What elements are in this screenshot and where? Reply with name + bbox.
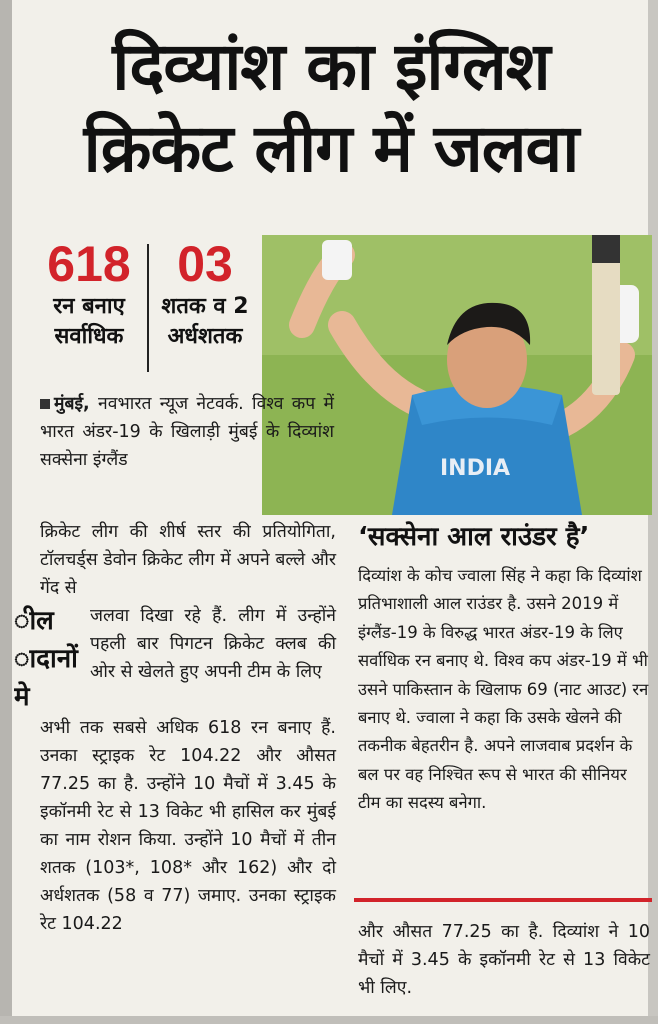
article-paragraph-4: अभी तक सबसे अधिक 618 रन बनाए हैं. उनका स्ट्राइक रेट 104.22 और औसत 77.25 का है. उन्होंने 10 मैचों में 3.45 के इकॉनमी रेट से 13 विकेट भी हासिल कर मुंबई का नाम रोशन किया. उन्होंने 10 मैचों में तीन शतक (103*, 108* और 162) और दो अर्धशतक (58 व 77) जमाए. उनका स्ट्राइक रेट 104.22 [40,718,336,934]
fragment-line-2: ादानों [14,644,78,674]
stat-centuries-label-2: अर्धशतक [167,324,243,349]
stat-runs [34,236,144,352]
fragment-line-1: ील [14,606,54,636]
headline-line-2: क्रिकेट लीग में जलवा [83,110,579,187]
frame-left-edge [0,0,12,1024]
article-paragraph-3: जलवा दिखा रहे हैं. लीग में उन्होंने पहली बार पिगटन क्रिकेट क्लब की ओर से खेलते हुए अपनी टीम के लिए [90,606,336,682]
article-paragraph-2: क्रिकेट लीग की शीर्ष स्तर की प्रतियोगिता, टॉलचर्ड्स डेवोन क्रिकेट लीग में अपने बल्ले और गेंद से [40,522,336,598]
adjacent-article-fragment [14,602,84,716]
red-divider [354,898,652,902]
headline [16,26,646,190]
bullet-square-icon [40,399,50,409]
jersey-text: INDIA [440,456,511,481]
left-glove [322,240,352,280]
stat-runs-label-1: रन बनाए [53,294,125,319]
sidebar-subhead: ‘सक्सेना आल राउंडर है’ [358,522,590,552]
stat-runs-label-2: सर्वाधिक [54,324,124,349]
stat-divider [147,244,149,372]
stat-centuries [150,236,260,352]
stat-centuries-number: 03 [177,236,233,292]
headline-line-1: दिव्यांश का इंग्लिश [112,28,550,105]
stat-runs-number: 618 [47,236,131,292]
sidebar-body: दिव्यांश के कोच ज्वाला सिंह ने कहा कि दिव्यांश प्रतिभाशाली आल राउंडर है. उसने 2019 में इंग्लैंड-19 के विरुद्ध भारत अंडर-19 के लिए सर्वाधिक रन बनाए थे. विश्व कप अंडर-19 में भी उसने पाकिस्तान के खिलाफ 69 (नाट आउट) रन बनाए थे. ज्वाला ने कहा कि उसके खेलने की तकनीक बेहतरीन है. अपने लाजवाब प्रदर्शन के बल पर वह निश्चित रूप से भारत की सीनियर टीम का सदस्य बनेगा. [358,566,649,813]
stat-centuries-label-1: शतक व 2 [161,294,249,319]
article-lead-paragraph [40,390,334,474]
frame-bottom-edge [0,1016,658,1024]
article-lead-text: नवभारत न्यूज नेटवर्क. विश्व कप में भारत अंडर-19 के खिलाड़ी मुंबई के दिव्यांश सक्सेना इंग्लैंड [40,394,334,470]
article-continuation: और औसत 77.25 का है. दिव्यांश ने 10 मैचों में 3.45 के इकॉनमी रेट से 13 विकेट भी लिए. [358,922,650,998]
article-dateline: मुंबई, [54,394,90,414]
fragment-line-3: मे [14,682,30,712]
